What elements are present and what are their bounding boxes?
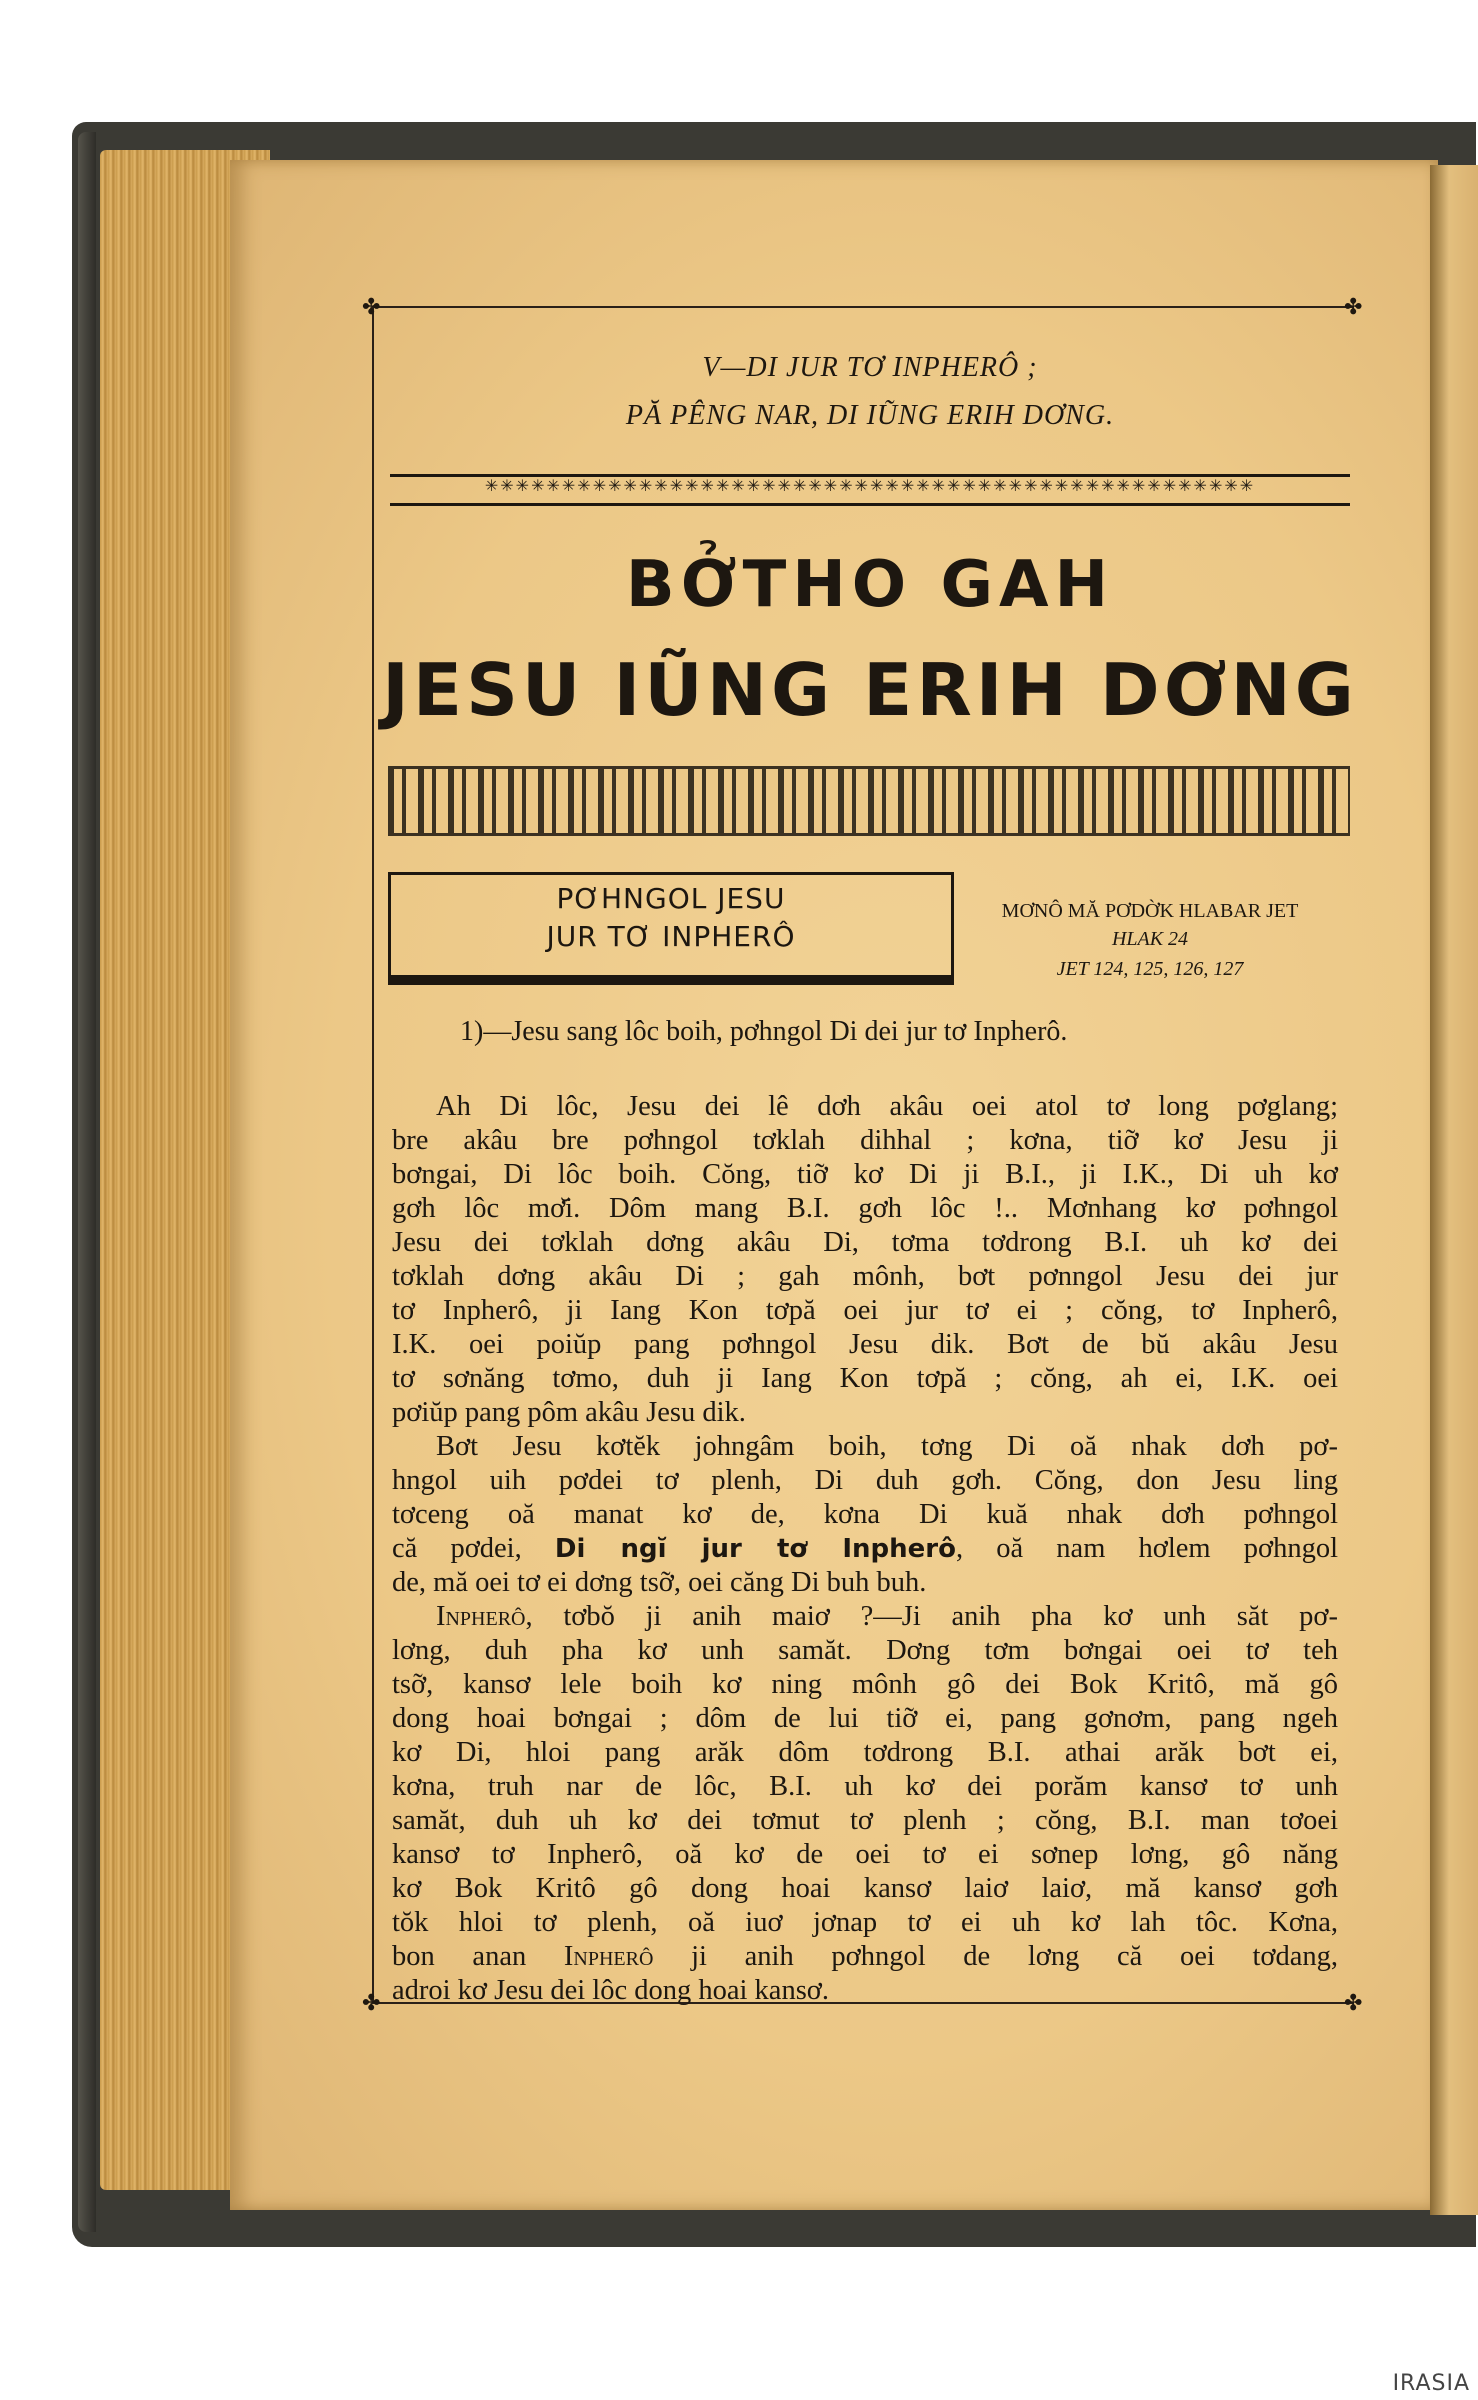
paragraph-line: adroi kơ Jesu dei lôc dong hoai kansơ.: [392, 1975, 829, 2006]
page-title-line1: BỞTHO GAH: [625, 548, 1115, 622]
paragraph-line: bre akâu bre pơhngol tơklah dihhal ; kơna, tiỡ kơ Jesu ji: [392, 1125, 1338, 1156]
paragraph-line: tơklah dơng akâu Di ; gah mônh, bơt pơnngol Jesu dei jur: [392, 1261, 1338, 1292]
frame-left-rule: [372, 306, 374, 2004]
smallcaps-term: Inpherô: [563, 1941, 654, 1972]
text-run: bon anan: [392, 1941, 527, 1972]
text-run: ji anih pơhngol de lơng că oei tơdang,: [691, 1941, 1339, 1972]
smallcaps-term: Inpherô: [436, 1601, 526, 1632]
chapter-heading-line2: PĂ PÊNG NAR, DI IŨNG ERIH DƠNG.: [625, 400, 1115, 431]
page-title-line2: JESU IŨNG ERIH DƠNG: [382, 648, 1358, 732]
paragraph-line: bơngai, Di lôc boih. Cŏng, tiỡ kơ Di ji B.I., ji I.K., Di uh kơ: [392, 1159, 1338, 1190]
ornamental-band: [388, 766, 1350, 836]
text-run: , tơbŏ ji anih maiơ ?—Ji anih pha kơ unh săt pơ-: [525, 1601, 1338, 1632]
text-run: că pơdei,: [392, 1533, 522, 1564]
paragraph-line: dong hoai bơngai ; dôm de lui tiỡ ei, pang gơnơm, pang ngeh: [392, 1703, 1338, 1734]
paragraph-line: kơ Bok Kritô gô dong hoai kansơ laiơ laiơ, mă kansơ gơh: [392, 1873, 1338, 1904]
paragraph-line: gơh lôc mơ̆i. Dôm mang B.I. gơh lôc !.. Mơnhang kơ pơhngol: [392, 1193, 1338, 1224]
section-box-line1: PƠHNGOL JESU: [556, 882, 786, 915]
paragraph-line: tsỡ, kansơ lele boih kơ ning mônh gô dei Bok Kritô, mă gô: [392, 1669, 1338, 1700]
paragraph-line: Bơt Jesu kơtĕk johngâm boih, tơng Di oă nhak dơh pơ-: [436, 1431, 1338, 1462]
side-note-line3: JET 124, 125, 126, 127: [1056, 958, 1244, 980]
corner-ornament-icon: ✤: [362, 294, 381, 319]
paragraph-line: [392, 1940, 1338, 1974]
paragraph-line: kơ Di, hloi pang arăk dôm tơdrong B.I. athai arăk bơt ei,: [392, 1737, 1338, 1768]
paragraph-line: Ah Di lôc, Jesu dei lê dơh akâu oei atol tơ long pơglang;: [436, 1091, 1338, 1122]
emphasis-text: Di ngĭ jur tơ Inpherô: [554, 1534, 956, 1564]
paragraph-line: lơng, duh pha kơ unh samăt. Dơng tơm bơngai oei tơ teh: [392, 1635, 1338, 1666]
paragraph-line: tơ Inpherô, ji Iang Kon tơpă oei jur tơ ei ; cŏng, tơ Inpherô,: [392, 1295, 1338, 1326]
chapter-heading-line1: V—DI JUR TƠ INPHERÔ ;: [702, 352, 1038, 383]
paragraph-line: pơiŭp pang pôm akâu Jesu dik.: [392, 1397, 746, 1428]
text-run: , oă nam hơlem pơhngol: [955, 1533, 1338, 1564]
paragraph-line: kansơ tơ Inpherô, oă kơ de oei tơ ei sơnep lơng, gô năng: [392, 1839, 1338, 1870]
paragraph-line: de, mă oei tơ ei dơng tsỡ, oei căng Di buh buh.: [392, 1567, 927, 1598]
paragraph-line: samăt, duh uh kơ dei tơmut tơ plenh ; cŏng, B.I. man tơoei: [392, 1805, 1338, 1836]
paragraph-line: kơna, truh nar de lôc, B.I. uh kơ dei porăm kansơ tơ unh: [392, 1771, 1338, 1802]
frame-top-rule: [372, 306, 1354, 308]
paragraph-line: hngol uih pơdei tơ plenh, Di duh gơh. Cŏng, don Jesu ling: [392, 1465, 1338, 1496]
section-box-line2: JUR TƠ INPHERÔ: [546, 920, 796, 953]
paragraph-line: Jesu dei tơklah dơng akâu Di, tơma tơdrong B.I. uh kơ dei: [392, 1227, 1338, 1258]
intro-statement: 1)—Jesu sang lôc boih, pơhngol Di dei jur tơ Inpherô.: [460, 1016, 1068, 1047]
paragraph-line: tơ sơnăng tơmo, duh ji Iang Kon tơpă ; cŏng, ah ei, I.K. oei: [392, 1363, 1338, 1394]
corner-ornament-icon: ✤: [362, 1990, 381, 2015]
facing-page-edge: [1430, 165, 1478, 2215]
corner-ornament-icon: ✤: [1344, 1990, 1363, 2015]
paragraph-line: tŏk hloi tơ plenh, oă iuơ jơnap tơ ei uh kơ lah tôc. Kơna,: [392, 1907, 1338, 1938]
paragraph-line: [392, 1532, 1338, 1566]
book-spine-edge: [78, 132, 96, 2232]
corner-ornament-icon: ✤: [1344, 294, 1363, 319]
body-text: [392, 1090, 1338, 2008]
paragraph-line: tơceng oă manat kơ de, kơna Di kuă nhak dơh pơhngol: [392, 1499, 1338, 1530]
side-note-line2: HLAK 24: [1111, 928, 1189, 950]
paragraph-line: [392, 1600, 1338, 1634]
side-note-line1: MƠNÔ MĂ PƠDỜK HLABAR JET: [1001, 900, 1299, 922]
watermark-label: IRASIA: [1392, 2371, 1470, 2396]
paragraph-line: I.K. oei poiŭp pang pơhngol Jesu dik. Bơt de bŭ akâu Jesu: [392, 1329, 1338, 1360]
star-rule-divider: ✳✳✳✳✳✳✳✳✳✳✳✳✳✳✳✳✳✳✳✳✳✳✳✳✳✳✳✳✳✳✳✳✳✳✳✳✳✳✳✳✳✳✳✳✳✳✳✳✳✳: [390, 474, 1350, 506]
